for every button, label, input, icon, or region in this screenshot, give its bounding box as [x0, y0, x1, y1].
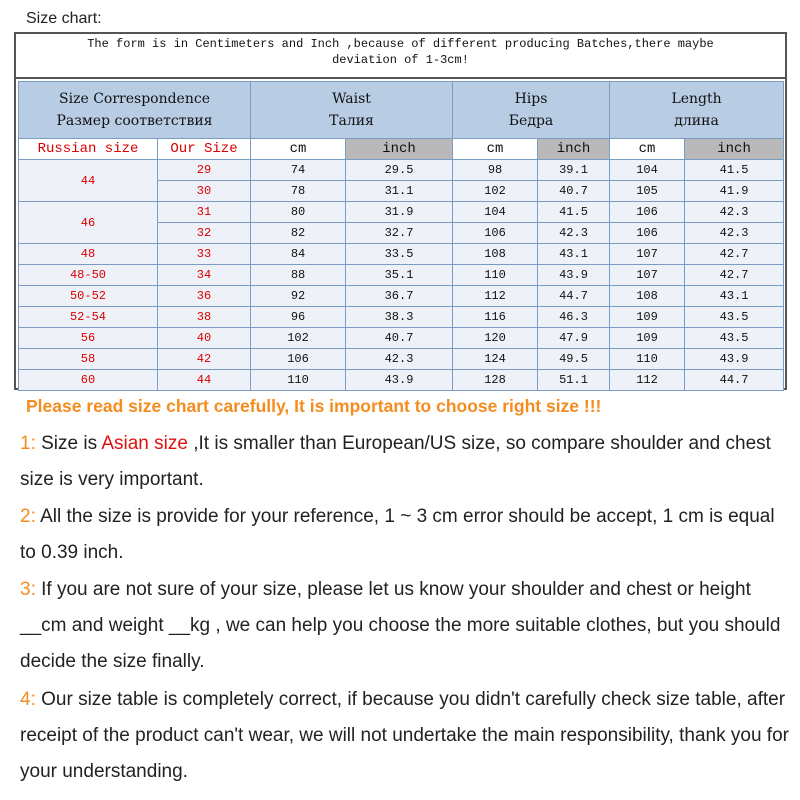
length-header: [610, 82, 784, 139]
table-subheader-row: [19, 139, 784, 160]
hips-inch-cell: 41.5: [538, 202, 610, 223]
our-size-cell: 36: [158, 286, 251, 307]
waist-inch-cell: 40.7: [346, 328, 453, 349]
length-en: Length: [671, 91, 722, 107]
waist-cm-cell: 88: [251, 265, 346, 286]
note-1-number: 1:: [20, 433, 36, 454]
waist-cm-cell: 106: [251, 349, 346, 370]
length-inch-cell: 41.5: [685, 160, 784, 181]
length-cm-cell: 106: [610, 202, 685, 223]
note-3-text: If you are not sure of your size, please let us know your shoulder and chest or height __cm and weight __kg , we can help you choose the more suitable clothes, but you should decide the size finally.: [20, 579, 781, 672]
length-cm-cell: 112: [610, 370, 685, 391]
hips-cm-cell: 98: [453, 160, 538, 181]
length-cm-cell: 107: [610, 244, 685, 265]
hips-cm-cell: 120: [453, 328, 538, 349]
waist-cm-cell: 102: [251, 328, 346, 349]
size-correspondence-header: [19, 82, 251, 139]
length-inch-cell: 43.5: [685, 307, 784, 328]
length-inch-cell: 41.9: [685, 181, 784, 202]
length-cm-cell: 106: [610, 223, 685, 244]
note-line-2: deviation of 1-3cm!: [332, 53, 469, 67]
our-size-cell: 42: [158, 349, 251, 370]
our-size-cell: 34: [158, 265, 251, 286]
hips-inch-cell: 42.3: [538, 223, 610, 244]
length-cm-cell: 108: [610, 286, 685, 307]
length-cm-cell: 104: [610, 160, 685, 181]
size-table: [18, 81, 784, 391]
hips-en: Hips: [514, 91, 548, 107]
russian-size-cell: 52-54: [19, 307, 158, 328]
hips-cm-cell: 116: [453, 307, 538, 328]
hips-cm-cell: 110: [453, 265, 538, 286]
russian-size-cell: 58: [19, 349, 158, 370]
waist-inch-cell: 38.3: [346, 307, 453, 328]
hips-inch-cell: 43.1: [538, 244, 610, 265]
warning-banner: Please read size chart carefully, It is important to choose right size !!!: [26, 396, 602, 416]
waist-inch-cell: 32.7: [346, 223, 453, 244]
length-cm-header: cm: [610, 139, 685, 160]
hips-cm-cell: 128: [453, 370, 538, 391]
our-size-cell: 33: [158, 244, 251, 265]
measurement-note: [16, 34, 785, 79]
note-1-text-b: ,It is smaller than European/US size, so compare shoulder and chest size is very important.: [20, 433, 771, 490]
our-size-cell: 30: [158, 181, 251, 202]
hips-inch-cell: 44.7: [538, 286, 610, 307]
hips-cm-cell: 104: [453, 202, 538, 223]
waist-inch-cell: 43.9: [346, 370, 453, 391]
waist-inch-cell: 29.5: [346, 160, 453, 181]
waist-cm-cell: 84: [251, 244, 346, 265]
russian-size-cell: 46: [19, 202, 158, 244]
our-size-cell: 40: [158, 328, 251, 349]
table-row: [19, 370, 784, 391]
size-chart: [14, 32, 787, 390]
length-inch-header: inch: [685, 139, 784, 160]
our-size-cell: 44: [158, 370, 251, 391]
length-inch-cell: 42.7: [685, 244, 784, 265]
length-inch-cell: 42.3: [685, 202, 784, 223]
hips-cm-cell: 108: [453, 244, 538, 265]
table-header-row: [19, 82, 784, 139]
hips-inch-cell: 39.1: [538, 160, 610, 181]
hips-inch-cell: 49.5: [538, 349, 610, 370]
note-1-text-a: Size is: [35, 433, 102, 454]
waist-en: Waist: [332, 91, 371, 107]
length-inch-cell: 42.3: [685, 223, 784, 244]
table-row: [19, 265, 784, 286]
length-inch-cell: 43.9: [685, 349, 784, 370]
note-4-number: 4:: [20, 689, 36, 710]
asian-size-highlight: Asian size: [101, 433, 188, 454]
russian-size-cell: 48-50: [19, 265, 158, 286]
our-size-cell: 38: [158, 307, 251, 328]
length-inch-cell: 42.7: [685, 265, 784, 286]
note-1: [20, 426, 790, 498]
russian-size-header: Russian size: [19, 139, 158, 160]
waist-inch-cell: 31.1: [346, 181, 453, 202]
russian-size-cell: 48: [19, 244, 158, 265]
size-correspondence-ru: Размер соответствия: [56, 113, 213, 129]
waist-cm-cell: 80: [251, 202, 346, 223]
waist-cm-cell: 82: [251, 223, 346, 244]
length-cm-cell: 105: [610, 181, 685, 202]
hips-header: [453, 82, 610, 139]
note-4: [20, 682, 790, 790]
length-cm-cell: 110: [610, 349, 685, 370]
note-2-text: All the size is provide for your reference, 1 ~ 3 cm error should be accept, 1 cm is equal to 0.39 inch.: [20, 506, 775, 563]
waist-inch-cell: 31.9: [346, 202, 453, 223]
waist-ru: Талия: [329, 113, 374, 129]
russian-size-cell: 50-52: [19, 286, 158, 307]
waist-cm-cell: 96: [251, 307, 346, 328]
table-row: [19, 160, 784, 181]
russian-size-cell: 56: [19, 328, 158, 349]
waist-inch-header: inch: [346, 139, 453, 160]
hips-cm-header: cm: [453, 139, 538, 160]
hips-ru: Бедра: [508, 113, 554, 129]
our-size-cell: 31: [158, 202, 251, 223]
hips-inch-cell: 43.9: [538, 265, 610, 286]
length-inch-cell: 44.7: [685, 370, 784, 391]
waist-cm-cell: 92: [251, 286, 346, 307]
hips-cm-cell: 124: [453, 349, 538, 370]
length-cm-cell: 109: [610, 307, 685, 328]
our-size-cell: 32: [158, 223, 251, 244]
table-row: [19, 244, 784, 265]
size-correspondence-en: Size Correspondence: [59, 91, 210, 107]
waist-header: [251, 82, 453, 139]
length-cm-cell: 109: [610, 328, 685, 349]
russian-size-cell: 44: [19, 160, 158, 202]
hips-cm-cell: 106: [453, 223, 538, 244]
waist-cm-cell: 74: [251, 160, 346, 181]
note-line-1: The form is in Centimeters and Inch ,because of different producing Batches,there maybe: [87, 37, 714, 51]
hips-inch-cell: 51.1: [538, 370, 610, 391]
note-3: [20, 572, 790, 680]
hips-inch-cell: 46.3: [538, 307, 610, 328]
waist-inch-cell: 36.7: [346, 286, 453, 307]
table-row: [19, 307, 784, 328]
note-3-number: 3:: [20, 579, 36, 600]
note-2: [20, 499, 790, 571]
waist-inch-cell: 33.5: [346, 244, 453, 265]
waist-cm-header: cm: [251, 139, 346, 160]
length-cm-cell: 107: [610, 265, 685, 286]
our-size-cell: 29: [158, 160, 251, 181]
length-inch-cell: 43.1: [685, 286, 784, 307]
length-inch-cell: 43.5: [685, 328, 784, 349]
russian-size-cell: 60: [19, 370, 158, 391]
length-ru: длина: [674, 113, 719, 129]
waist-inch-cell: 42.3: [346, 349, 453, 370]
note-4-text: Our size table is completely correct, if because you didn't carefully check size table, after receipt of the product can't wear, we will not undertake the main responsibility, thank you for your understanding.: [20, 689, 789, 782]
table-row: [19, 349, 784, 370]
our-size-header: Our Size: [158, 139, 251, 160]
note-2-number: 2:: [20, 506, 36, 527]
table-row: [19, 286, 784, 307]
hips-cm-cell: 102: [453, 181, 538, 202]
waist-inch-cell: 35.1: [346, 265, 453, 286]
waist-cm-cell: 78: [251, 181, 346, 202]
hips-inch-cell: 47.9: [538, 328, 610, 349]
hips-inch-cell: 40.7: [538, 181, 610, 202]
hips-cm-cell: 112: [453, 286, 538, 307]
table-row: [19, 202, 784, 223]
page-title: Size chart:: [26, 10, 102, 27]
hips-inch-header: inch: [538, 139, 610, 160]
waist-cm-cell: 110: [251, 370, 346, 391]
table-row: [19, 328, 784, 349]
